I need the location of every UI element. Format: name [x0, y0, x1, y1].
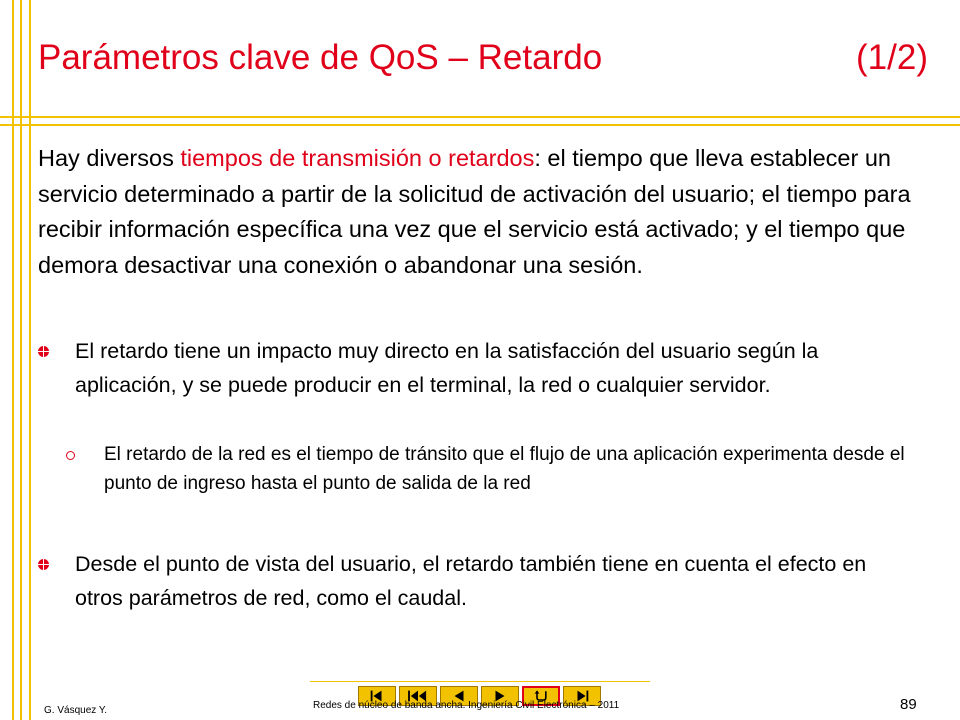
paragraph-lead: Hay diversos: [38, 145, 181, 171]
sub-bullet-text: El retardo de la red es el tiempo de tránsito que el flujo de una aplicación experimenta desde el punto de ingreso hasta el punto de salida de la red: [104, 444, 905, 494]
bullet-item-2: [75, 547, 905, 615]
frame-vertical-line-2: [20, 0, 22, 720]
bullet-item-1: [75, 334, 905, 402]
paragraph-rest: : el tiempo que lleva establecer un servicio determinado a partir de la solicitud de activación del usuario; el tiempo para recibir información específica una vez que el servicio está activado; y el tiempo que demora desactivar una conexión o abandonar una sesión.: [38, 145, 911, 278]
frame-horizontal-line-2: [0, 124, 960, 126]
title-text: Parámetros clave de QoS – Retardo: [38, 38, 603, 77]
bullet-text: El retardo tiene un impacto muy directo en la satisfacción del usuario según la aplicación, y se puede producir en el terminal, la red o cualquier servidor.: [75, 339, 819, 397]
footer-course: Redes de núcleo de banda ancha. Ingeniería Civil Electrónica – 2011: [313, 700, 620, 711]
frame-horizontal-line-1: [0, 116, 960, 118]
frame-vertical-line-1: [12, 0, 14, 720]
bullet-text: Desde el punto de vista del usuario, el retardo también tiene en cuenta el efecto en otros parámetros de red, como el caudal.: [75, 552, 867, 610]
intro-paragraph: [38, 141, 928, 283]
footer-divider: [310, 681, 650, 682]
title-number: (1/2): [856, 38, 928, 77]
footer-author: G. Vásquez Y.: [44, 705, 108, 716]
bullet-icon: [38, 346, 49, 357]
bullet-icon: [38, 559, 49, 570]
paragraph-highlight: tiempos de transmisión o retardos: [180, 145, 535, 171]
sub-bullet-icon: [66, 451, 75, 460]
frame-vertical-line-3: [29, 0, 31, 720]
page-number: 89: [900, 696, 917, 713]
sub-bullet-item: [104, 440, 914, 498]
